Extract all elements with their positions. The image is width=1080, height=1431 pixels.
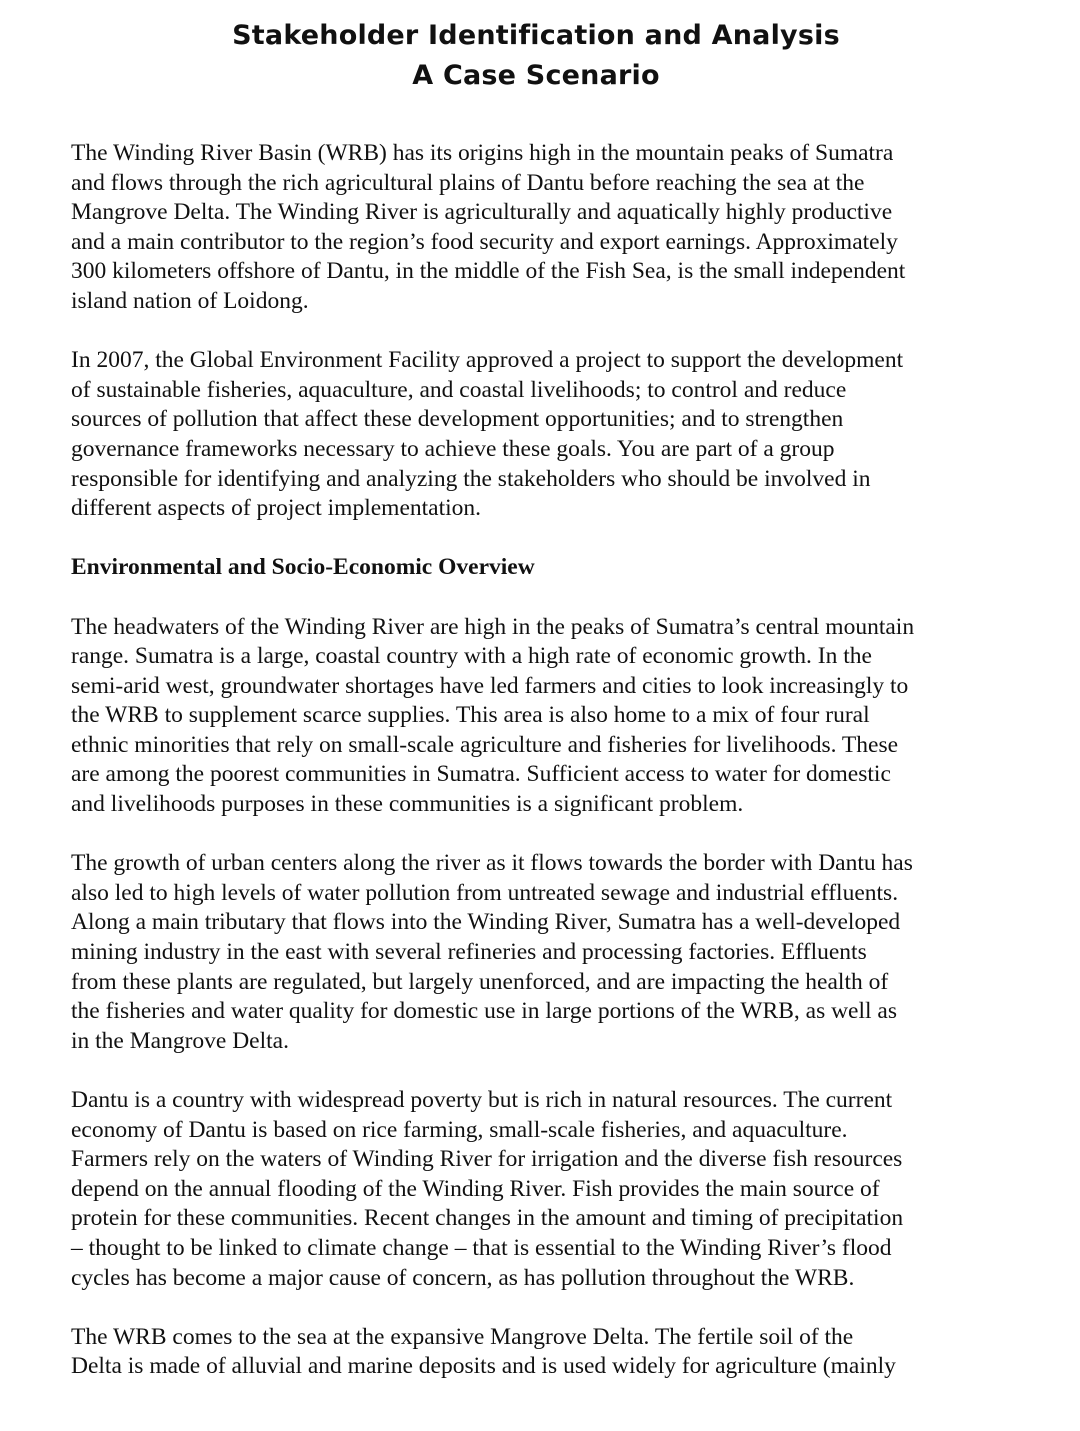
paragraph-intro <box>71 139 1031 317</box>
paragraph-line: Dantu is a country with widespread poverty but is rich in natural resources. The current <box>71 1087 893 1113</box>
document-body <box>71 139 1031 1412</box>
paragraph-project <box>71 346 1031 524</box>
paragraph-line: responsible for identifying and analyzing the stakeholders who should be involved in <box>71 465 871 492</box>
paragraph-line: semi-arid west, groundwater shortages have led farmers and cities to look increasingly to <box>71 672 909 699</box>
paragraph-line: of sustainable fisheries, aquaculture, and coastal livelihoods; to control and reduce <box>71 376 847 403</box>
paragraph-line: and flows through the rich agricultural plains of Dantu before reaching the sea at the <box>71 169 865 196</box>
paragraph-line: and a main contributor to the region’s food security and export earnings. Approximately <box>71 228 898 255</box>
paragraph-line: economy of Dantu is based on rice farming, small-scale fisheries, and aquaculture. <box>71 1116 848 1143</box>
section-heading: Environmental and Socio-Economic Overview <box>71 554 535 581</box>
paragraph-line: The WRB comes to the sea at the expansive Mangrove Delta. The fertile soil of the <box>71 1323 854 1350</box>
paragraph-headwaters <box>71 613 1031 820</box>
paragraph-line: the fisheries and water quality for domestic use in large portions of the WRB, as well as <box>71 998 897 1025</box>
paragraph-line: Delta is made of alluvial and marine deposits and is used widely for agriculture (mainly <box>71 1353 896 1380</box>
paragraph-line: Along a main tributary that flows into the Winding River, Sumatra has a well-developed <box>71 909 901 936</box>
paragraph-line: The headwaters of the Winding River are high in the peaks of Sumatra’s central mountain <box>71 613 915 640</box>
title-line-1: Stakeholder Identification and Analysis <box>232 20 840 51</box>
paragraph-line: range. Sumatra is a large, coastal country with a high rate of economic growth. In the <box>71 643 872 670</box>
paragraph-urban-growth <box>71 849 1031 1056</box>
paragraph-line: the WRB to supplement scarce supplies. This area is also home to a mix of four rural <box>71 702 870 729</box>
paragraph-dantu <box>71 1086 1031 1293</box>
paragraph-line: protein for these communities. Recent changes in the amount and timing of precipitation <box>71 1205 904 1232</box>
paragraph-line: in the Mangrove Delta. <box>71 1027 289 1054</box>
paragraph-line: – thought to be linked to climate change – that is essential to the Winding River’s flood <box>71 1234 892 1261</box>
paragraph-line: The growth of urban centers along the river as it flows towards the border with Dantu has <box>71 850 913 877</box>
paragraph-mangrove-delta <box>71 1323 1031 1382</box>
title-line-2: A Case Scenario <box>412 60 660 91</box>
paragraph-line: sources of pollution that affect these development opportunities; and to strengthen <box>71 406 844 433</box>
paragraph-line: In 2007, the Global Environment Facility approved a project to support the development <box>71 347 904 374</box>
paragraph-line: and livelihoods purposes in these communities is a significant problem. <box>71 791 744 818</box>
paragraph-line: mining industry in the east with several refineries and processing factories. Effluents <box>71 939 867 966</box>
paragraph-line: Farmers rely on the waters of Winding River for irrigation and the diverse fish resources <box>71 1146 903 1173</box>
paragraph-line: different aspects of project implementation. <box>71 495 482 522</box>
paragraph-line: cycles has become a major cause of concern, as has pollution throughout the WRB. <box>71 1264 855 1291</box>
paragraph-line: from these plants are regulated, but largely unenforced, and are impacting the health of <box>71 968 889 995</box>
paragraph-line: ethnic minorities that rely on small-scale agriculture and fisheries for livelihoods. These <box>71 731 899 758</box>
paragraph-line: are among the poorest communities in Sumatra. Sufficient access to water for domestic <box>71 761 891 788</box>
paragraph-line: The Winding River Basin (WRB) has its origins high in the mountain peaks of Sumatra <box>71 140 894 166</box>
paragraph-line: Mangrove Delta. The Winding River is agriculturally and aquatically highly productive <box>71 199 893 226</box>
paragraph-line: governance frameworks necessary to achieve these goals. You are part of a group <box>71 435 835 462</box>
paragraph-line: island nation of Loidong. <box>71 287 309 314</box>
paragraph-line: depend on the annual flooding of the Winding River. Fish provides the main source of <box>71 1175 880 1202</box>
document-title <box>0 16 1072 96</box>
paragraph-line: 300 kilometers offshore of Dantu, in the middle of the Fish Sea, is the small independent <box>71 258 906 285</box>
paragraph-line: also led to high levels of water pollution from untreated sewage and industrial effluents. <box>71 879 899 906</box>
